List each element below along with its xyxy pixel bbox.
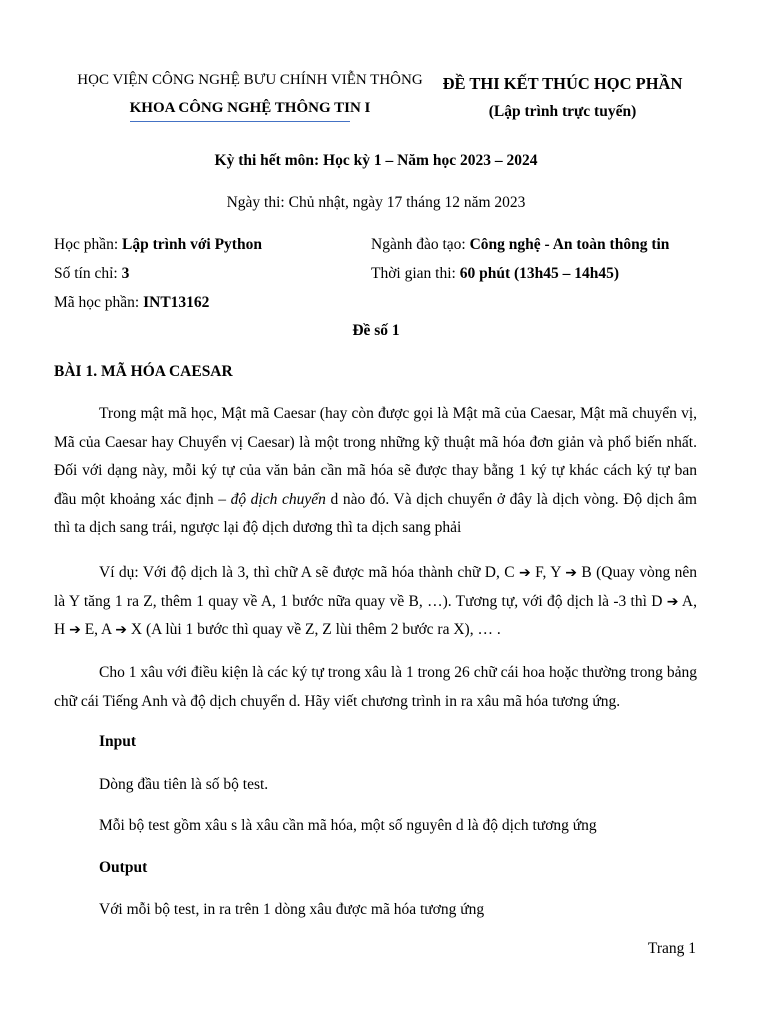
course-code-label: Mã học phần:	[54, 294, 144, 311]
exam-date: Ngày thi: Chủ nhật, ngày 17 tháng 12 năm 2023	[226, 194, 526, 211]
input-heading: Input	[99, 733, 137, 750]
course-value: Lập trình với Python	[122, 236, 262, 253]
major-value: Công nghệ - An toàn thông tin	[469, 236, 670, 253]
example-paragraph	[54, 559, 697, 645]
credits-value: 3	[121, 265, 130, 282]
credits-label: Số tín chỉ:	[54, 265, 122, 282]
description-paragraph	[54, 400, 697, 543]
example-text-2: F, Y	[530, 564, 566, 581]
exam-mode: (Lập trình trực tuyến)	[488, 103, 637, 120]
major-info	[371, 236, 669, 254]
arrow-right-icon: ➔	[69, 622, 81, 639]
arrow-right-icon: ➔	[666, 593, 679, 610]
input-line-2: Mỗi bộ test gồm xâu s là xâu cần mã hóa, một số nguyên d là độ dịch tương ứng	[99, 817, 597, 834]
output-heading: Output	[99, 859, 148, 876]
example-text-1: Ví dụ: Với độ dịch là 3, thì chữ A sẽ được mã hóa thành chữ D, C	[99, 564, 520, 581]
example-text-3: B (Quay vòng nên là Y tăng 1 ra Z, thêm 1 quay về A, 1 bước nữa quay về B, …). Tương tự, với độ dịch là -3 thì D	[54, 564, 697, 610]
course-label: Học phần:	[54, 236, 123, 253]
course-info	[54, 236, 262, 254]
example-text-4: A, H	[54, 592, 697, 639]
page-number: Trang 1	[647, 940, 696, 957]
exam-title: ĐỀ THI KẾT THÚC HỌC PHẦN	[442, 74, 683, 93]
course-code-value: INT13162	[143, 294, 210, 311]
task-paragraph: Cho 1 xâu với điều kiện là các ký tự trong xâu là 1 trong 26 chữ cái hoa hoặc thường trong bảng chữ cái Tiếng Anh và độ dịch chuyển d. Hãy viết chương trình in ra xâu mã hóa tương ứng.	[54, 664, 697, 710]
description-text: Trong mật mã học, Mật mã Caesar (hay còn được gọi là Mật mã của Caesar, Mật mã chuyển vị, Mã của Caesar hay Chuyển vị Caesar) là một trong những kỹ thuật mã hóa đơn giản và phổ biến nhất. Đối với dạng này, mỗi ký tự của văn bản cần mã hóa sẽ được thay bằng 1 ký tự khác cách ký tự ban đầu một khoảng xác định –	[54, 405, 697, 508]
credits-info	[54, 265, 129, 283]
exam-session: Kỳ thi hết môn: Học kỳ 1 – Năm học 2023 – 2024	[214, 152, 538, 169]
description-italic-term: độ dịch chuyển	[230, 490, 326, 508]
institute-name: HỌC VIỆN CÔNG NGHỆ BƯU CHÍNH VIỄN THÔNG	[77, 72, 423, 88]
duration-info	[371, 265, 619, 283]
duration-value: 60 phút (13h45 – 14h45)	[459, 265, 620, 282]
arrow-right-icon: ➔	[115, 622, 127, 639]
faculty-name: KHOA CÔNG NGHỆ THÔNG TIN I	[129, 100, 371, 116]
output-line-1: Với mỗi bộ test, in ra trên 1 dòng xâu được mã hóa tương ứng	[99, 901, 485, 918]
arrow-right-icon: ➔	[565, 565, 577, 581]
example-text-6: X (A lùi 1 bước thì quay về Z, Z lùi thêm 2 bước ra X), … .	[127, 621, 501, 639]
faculty-underline	[130, 121, 350, 122]
arrow-right-icon: ➔	[519, 565, 531, 581]
major-label: Ngành đào tạo:	[371, 236, 470, 253]
course-code-info	[54, 294, 209, 312]
example-text-5: E, A	[80, 621, 116, 639]
problem-title: BÀI 1. MÃ HÓA CAESAR	[54, 363, 233, 380]
exam-number: Đề số 1	[352, 322, 400, 339]
input-line-1: Dòng đầu tiên là số bộ test.	[99, 776, 269, 793]
description-tail: d nào đó. Và dịch chuyển ở đây là dịch vòng. Độ dịch âm thì ta dịch sang trái, ngược lại độ dịch dương thì ta dịch sang phải	[54, 490, 697, 537]
duration-label: Thời gian thi:	[371, 265, 460, 282]
